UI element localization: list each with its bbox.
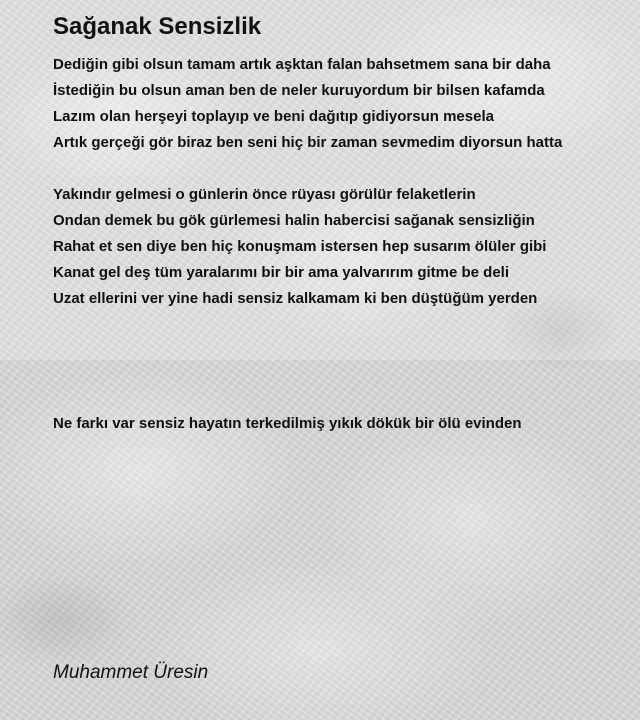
stanza-2 (53, 182, 546, 312)
poem-line: Yakındır gelmesi o günlerin önce rüyası görülür felaketlerin (53, 186, 476, 203)
poem-line: Kanat gel deş tüm yaralarımı bir bir ama yalvarırım gitme be deli (53, 264, 510, 281)
poem-title: Sağanak Sensizlik (53, 13, 262, 40)
poem-line: Ne farkı var sensiz hayatın terkedilmiş yıkık dökük bir ölü evinden (53, 415, 522, 432)
poem-line: Rahat et sen diye ben hiç konuşmam istersen hep susarım ölüler gibi (53, 238, 547, 255)
poem-line: İstediğin bu olsun aman ben de neler kuruyordum bir bilsen kafamda (53, 82, 545, 99)
poem-line: Dediğin gibi olsun tamam artık aşktan falan bahsetmem sana bir daha (53, 56, 551, 73)
poem-line: Uzat ellerini ver yine hadi sensiz kalkamam ki ben düştüğüm yerden (53, 290, 538, 307)
poem-line: Lazım olan herşeyi toplayıp ve beni dağıtıp gidiyorsun mesela (53, 108, 494, 125)
stanza-3 (53, 411, 522, 437)
poem-author: Muhammet Üresin (53, 662, 209, 683)
poem-line: Ondan demek bu gök gürlemesi halin habercisi sağanak sensizliğin (53, 212, 535, 229)
stanza-1 (53, 52, 562, 156)
poem-line: Artık gerçeği gör biraz ben seni hiç bir zaman sevmedim diyorsun hatta (53, 134, 563, 151)
